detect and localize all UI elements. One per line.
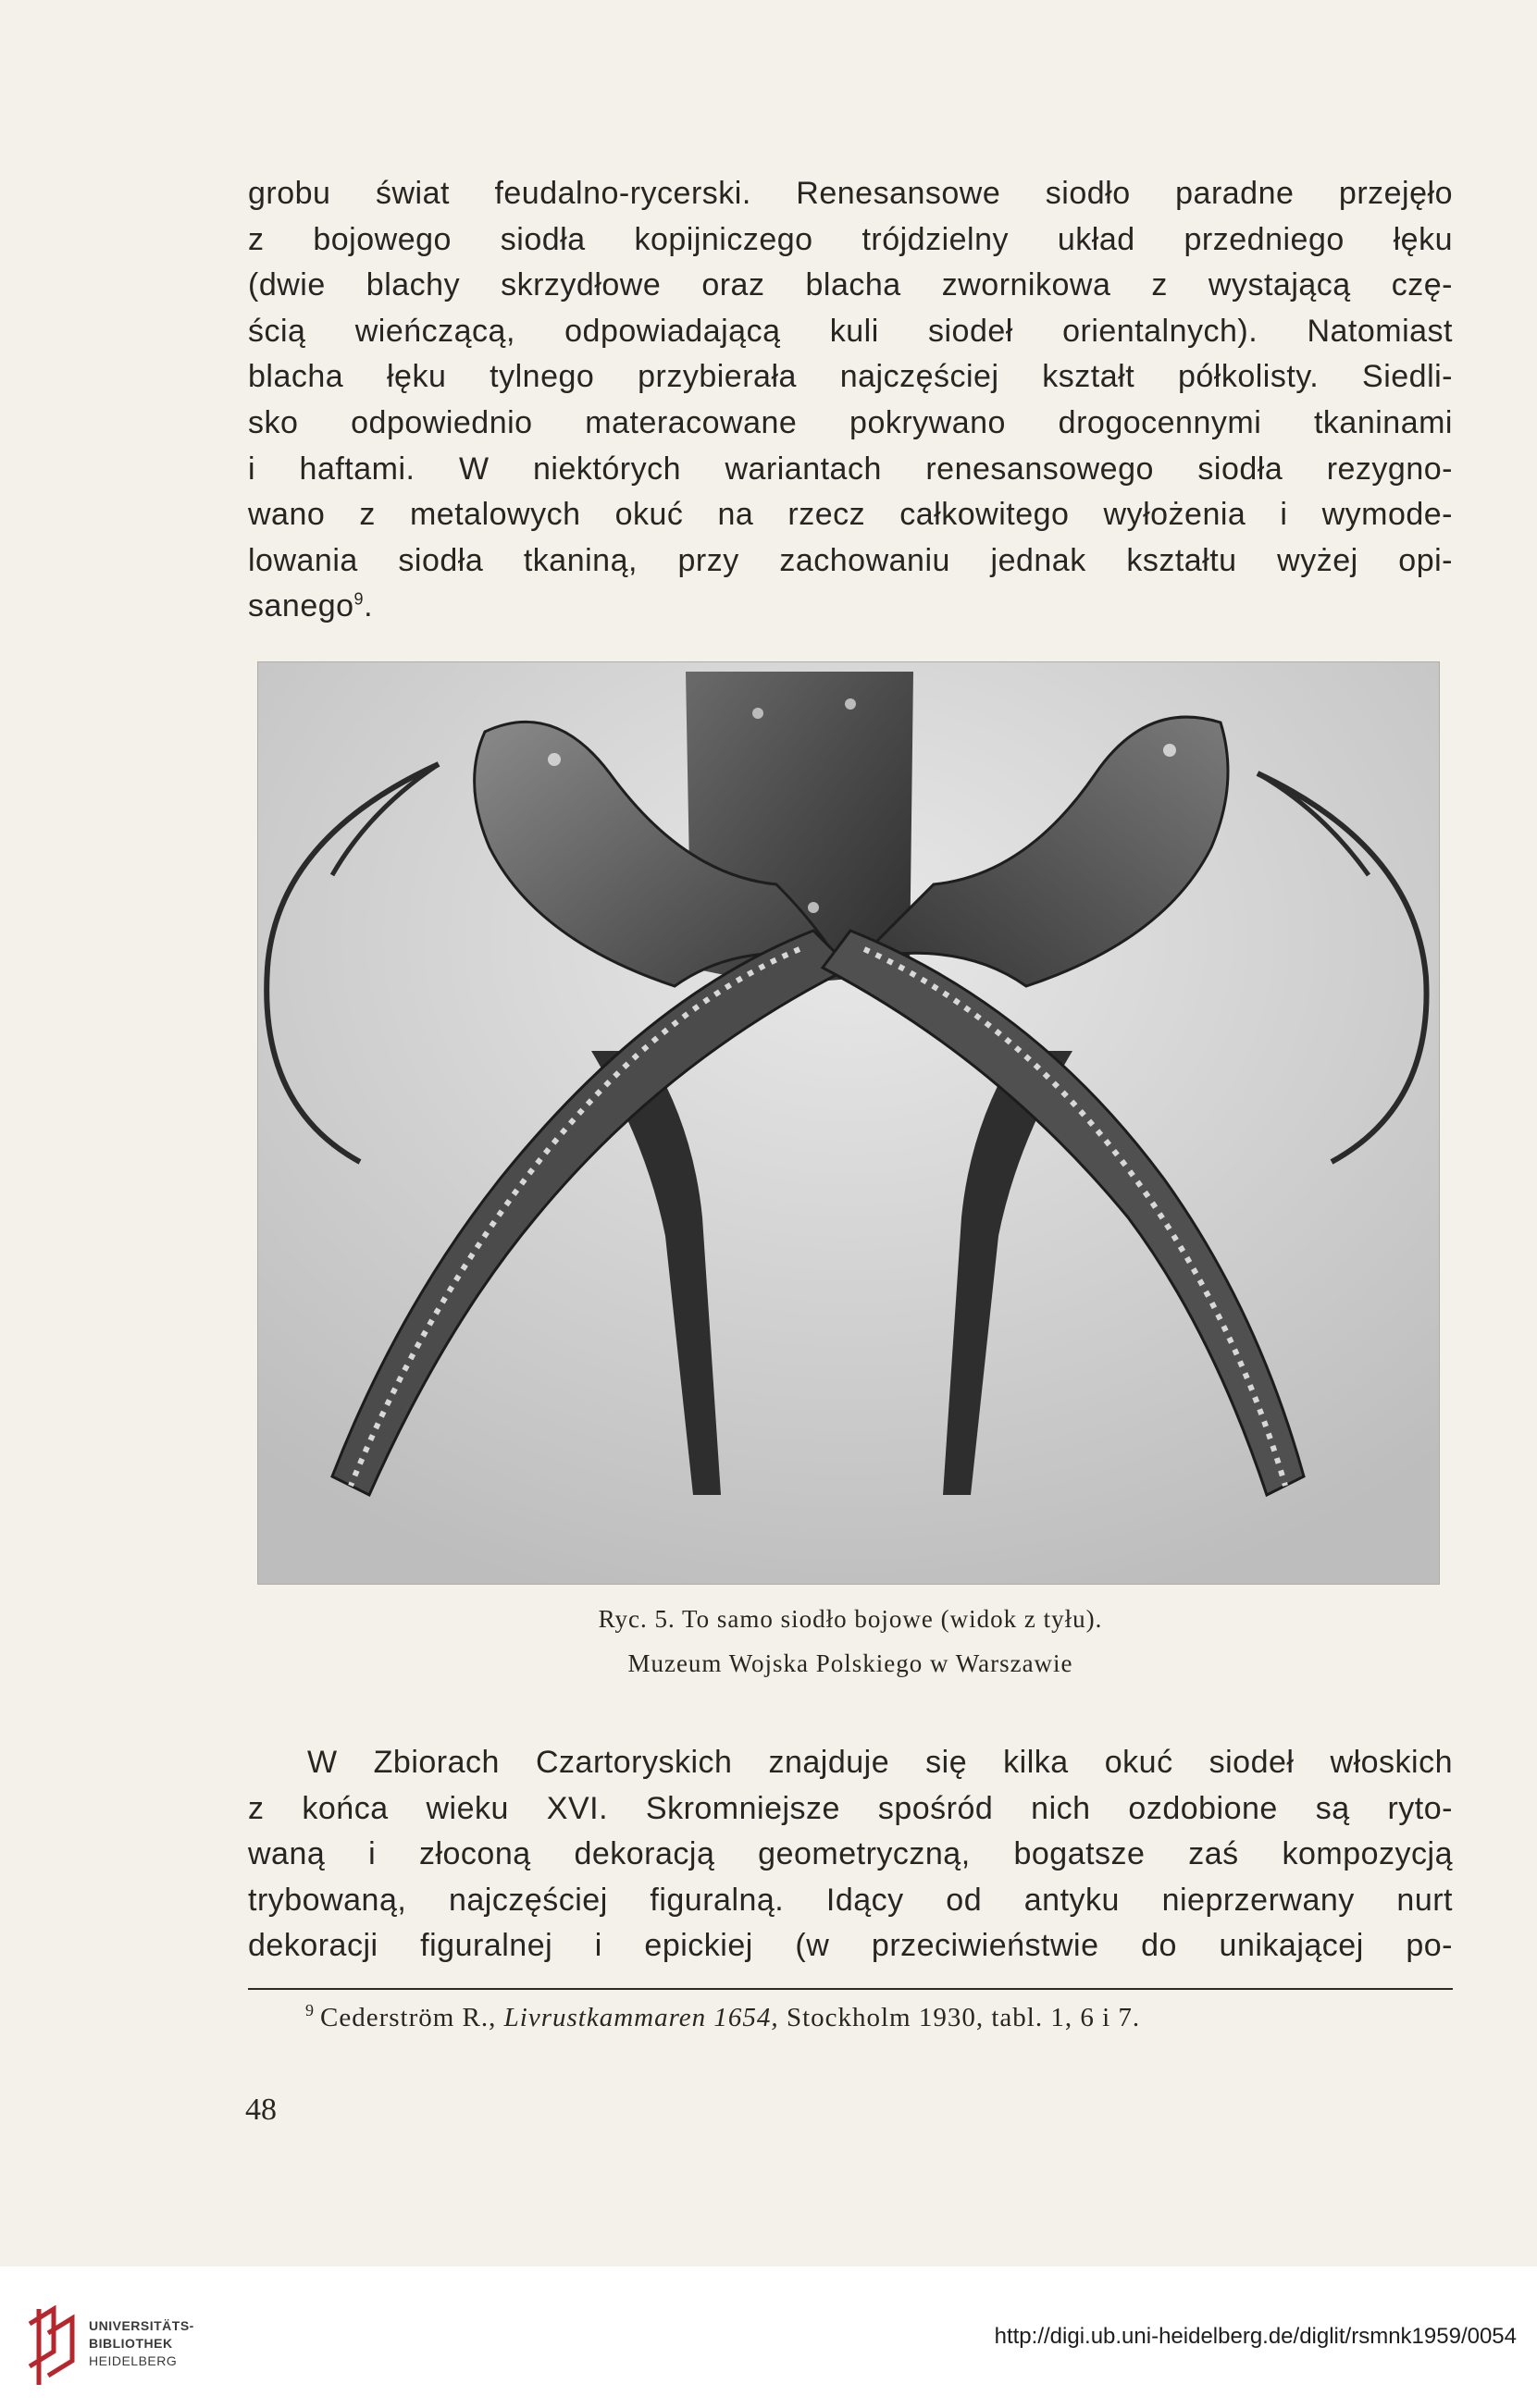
text-line: (dwie blachy skrzydłowe oraz blacha zwornikowa z wystającą czę- <box>248 267 1453 303</box>
library-name-line3: HEIDELBERG <box>89 2353 178 2368</box>
text-line: sko odpowiednio materacowane pokrywano drogocennymi tkaninami <box>248 404 1453 440</box>
library-logo-icon <box>26 2305 78 2389</box>
saddle-illustration <box>258 662 1439 1584</box>
text-line: lowania siodła tkaniną, przy zachowaniu jednak kształtu wyżej opi- <box>248 542 1453 578</box>
text-line: z bojowego siodła kopijniczego trójdzielny układ przedniego łęku <box>248 221 1453 257</box>
text-line: W Zbiorach Czartoryskich znajduje się kilka okuć siodeł włoskich <box>307 1745 1453 1780</box>
saddle-photograph <box>257 661 1440 1585</box>
rivet <box>845 698 856 710</box>
page-number: 48 <box>245 2093 277 2127</box>
text-line: z końca wieku XVI. Skromniejsze spośród nich ozdobione są ryto- <box>248 1790 1453 1826</box>
text-line: ścią wieńczącą, odpowiadającą kuli siodeł orientalnych). Natomiast <box>248 313 1453 349</box>
footnote-divider <box>248 1988 1453 1990</box>
text-line: i haftami. W niektórych wariantach renesansowego siodła rezygno- <box>248 451 1453 487</box>
text-line: dekoracji figuralnej i epickiej (w przeciwieństwie do unikającej po- <box>248 1928 1453 1964</box>
text-line: trybowaną, najczęściej figuralną. Idący od antyku nieprzerwany nurt <box>248 1882 1453 1918</box>
footnote-details: Stockholm 1930, tabl. 1, 6 i 7. <box>786 2003 1141 2032</box>
text-line-last <box>248 584 1453 630</box>
figure-caption-line2: Muzeum Wojska Polskiego w Warszawie <box>627 1649 1073 1677</box>
end-punctuation: . <box>364 588 374 624</box>
figure-caption-line1: Ryc. 5. To samo siodło bojowe (widok z tyłu). <box>598 1605 1103 1633</box>
text-line: wano z metalowych okuć na rzecz całkowitego wyłożenia i wymode- <box>248 497 1453 533</box>
library-name-line1: UNIVERSITÄTS- <box>89 2318 194 2333</box>
text-line: blacha łęku tylnego przybierała najczęściej kształt półkolisty. Siedli- <box>248 359 1453 395</box>
text-fragment: sanego <box>248 588 354 624</box>
library-name-line2: BIBLIOTHEK <box>89 2336 173 2351</box>
rivet <box>808 902 819 913</box>
rivet <box>1163 744 1176 757</box>
footnote <box>305 2003 1453 2033</box>
paragraph-bottom <box>248 1740 1453 1970</box>
rivet <box>548 753 561 766</box>
text-line: grobu świat feudalno-rycerski. Renesansowe siodło paradne przejęło <box>248 176 1453 211</box>
rivet <box>752 708 763 719</box>
paragraph-top <box>248 171 1453 630</box>
source-url-link[interactable]: http://digi.ub.uni-heidelberg.de/diglit/rsmnk1959/0054 <box>994 2324 1517 2349</box>
footnote-mark: 9 <box>305 2001 315 2020</box>
footnote-reference: 9 <box>353 590 365 610</box>
library-name <box>89 2317 194 2370</box>
text-line: waną i złoconą dekoracją geometryczną, bogatsze zaś kompozycją <box>248 1836 1453 1872</box>
footnote-book-title: Livrustkammaren 1654, <box>503 2003 779 2032</box>
footnote-author: Cederström R., <box>320 2003 497 2032</box>
